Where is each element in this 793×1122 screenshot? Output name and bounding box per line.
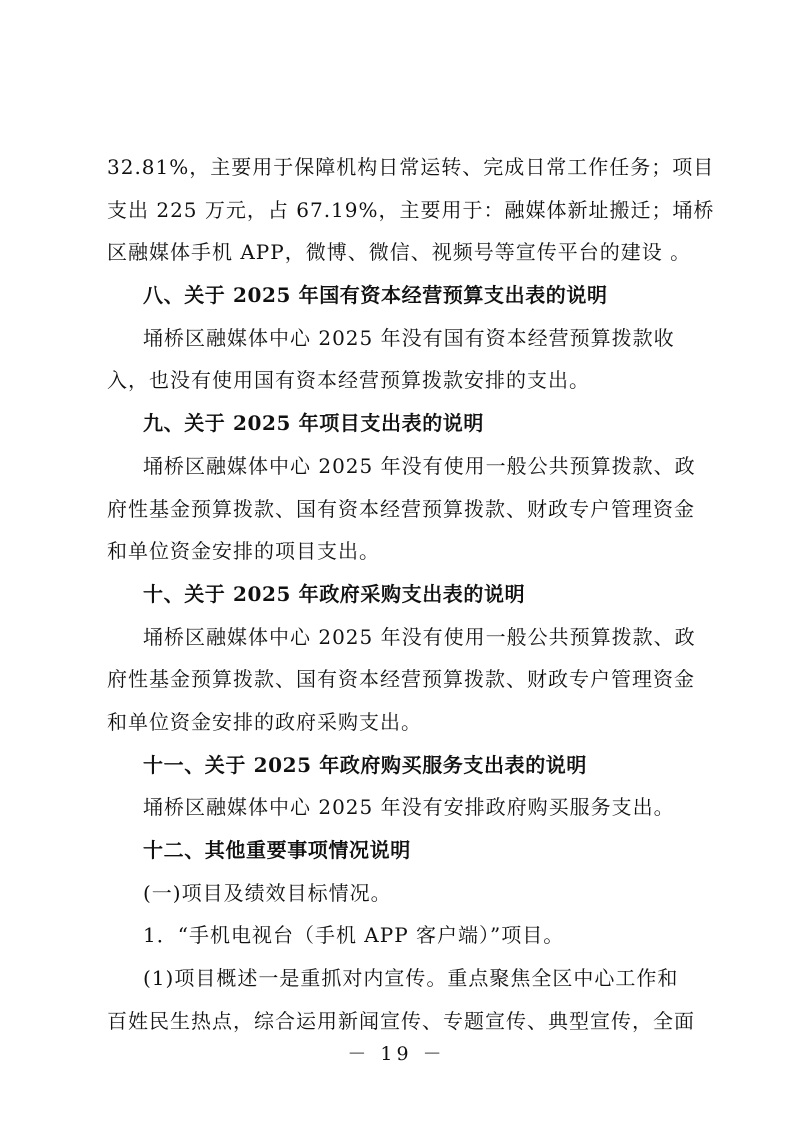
section-heading-8: 八、关于 2025 年国有资本经营预算支出表的说明 xyxy=(143,283,608,308)
page-number: － 19 － xyxy=(347,1043,446,1065)
paragraph-line: 府性基金预算拨款、国有资本经营预算拨款、财政专户管理资金 xyxy=(107,667,695,692)
paragraph-line: 区融媒体手机 APP，微博、微信、视频号等宣传平台的建设 。 xyxy=(107,240,692,265)
page-body xyxy=(107,146,715,1042)
paragraph-line: 埇桥区融媒体中心 2025 年没有国有资本经营预算拨款收 xyxy=(143,325,675,350)
paragraph-line: 和单位资金安排的项目支出。 xyxy=(107,539,380,564)
section-heading-11: 十一、关于 2025 年政府购买服务支出表的说明 xyxy=(143,752,587,777)
paragraph-line: (1)项目概述一是重抓对内宣传。重点聚焦全区中心工作和 xyxy=(143,966,679,991)
paragraph-line: 和单位资金安排的政府采购支出。 xyxy=(107,709,422,734)
paragraph-line: 入，也没有使用国有资本经营预算拨款安排的支出。 xyxy=(107,368,590,393)
paragraph-line: 埇桥区融媒体中心 2025 年没有安排政府购买服务支出。 xyxy=(143,795,675,820)
item-heading: 1．“手机电视台（手机 APP 客户端）”项目。 xyxy=(143,923,565,948)
section-heading-12: 十二、其他重要事项情况说明 xyxy=(143,838,411,862)
paragraph-line: 支出 225 万元，占 67.19%，主要用于：融媒体新址搬迁；埇桥 xyxy=(107,197,715,222)
subsection-heading: (一)项目及绩效目标情况。 xyxy=(143,880,392,905)
paragraph-line: 府性基金预算拨款、国有资本经营预算拨款、财政专户管理资金 xyxy=(107,496,695,521)
paragraph-line: 32.81%，主要用于保障机构日常运转、完成日常工作任务；项目 xyxy=(107,155,715,179)
paragraph-line: 埇桥区融媒体中心 2025 年没有使用一般公共预算拨款、政 xyxy=(143,453,696,478)
section-heading-10: 十、关于 2025 年政府采购支出表的说明 xyxy=(143,581,526,606)
paragraph-line: 百姓民生热点，综合运用新闻宣传、专题宣传、典型宣传，全面 xyxy=(107,1008,695,1033)
paragraph-line: 埇桥区融媒体中心 2025 年没有使用一般公共预算拨款、政 xyxy=(143,624,696,649)
section-heading-9: 九、关于 2025 年项目支出表的说明 xyxy=(143,411,484,436)
